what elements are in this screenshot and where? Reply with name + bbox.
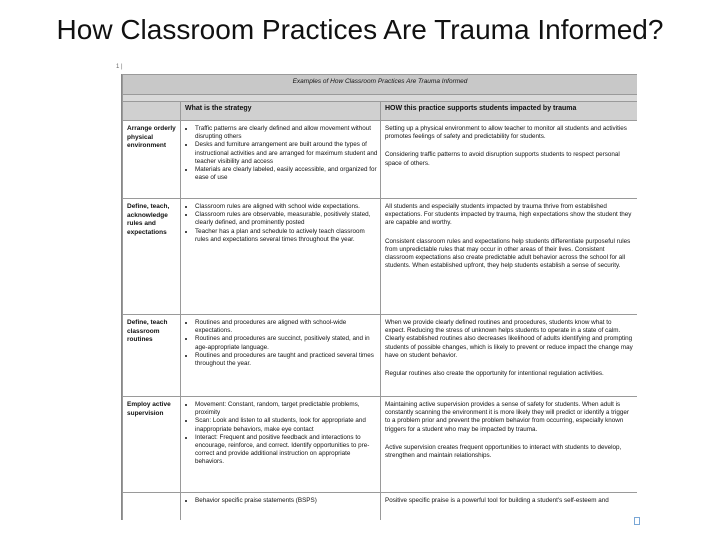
practices-table <box>122 74 637 520</box>
how-paragraph: Active supervision creates frequent opportunities to interact with students to develop, strengthen and maintain relationships. <box>385 443 622 460</box>
table-caption-row <box>123 75 638 95</box>
what-item: • Interact: Frequent and positive feedback and interactions to encourage, reinforce, and correct. Identify opportunities to pre-correct and provide additional instruction on appropriate behaviors. <box>195 434 378 467</box>
strategy-cell <box>123 493 181 521</box>
how-cell <box>381 397 638 493</box>
strategy-cell: Define, teach classroom routines <box>123 315 181 397</box>
how-paragraph: Regular routines also create the opportunity for intentional regulation activities. <box>385 370 604 378</box>
what-item: • Materials are clearly labeled, easily accessible, and organized for ease of use <box>195 166 378 182</box>
strategy-cell: Employ active supervision <box>123 397 181 493</box>
how-paragraph: Consistent classroom rules and expectations help students differentiate purposeful rules from unpredictable rules that may occur in other areas of their lives. Consistent classroom expectations also create predictable adult behavior across the school for all students. When established upfront, they help students establish a sense of security. <box>385 237 631 270</box>
what-cell <box>181 397 381 493</box>
what-item: • Movement: Constant, random, target predictable problems, proximity <box>195 401 378 417</box>
what-item: • Classroom rules are aligned with school wide expectations. <box>195 203 378 211</box>
what-item: • Traffic patterns are clearly defined and allow movement without disrupting others <box>195 125 378 141</box>
how-cell <box>381 199 638 315</box>
slide-title: How Classroom Practices Are Trauma Informed? <box>56 14 664 45</box>
what-cell <box>181 315 381 397</box>
how-paragraph: Positive specific praise is a powerful tool for building a student's self-esteem and <box>385 497 609 504</box>
header-blank <box>123 102 181 121</box>
table-row <box>123 315 638 397</box>
strategy-cell: Define, teach, acknowledge rules and expectations <box>123 199 181 315</box>
how-paragraph: All students and especially students impacted by trauma thrive from established expectations. For students impacted by trauma, high expectations show the student they are capable and worthy. <box>385 203 632 227</box>
table-row <box>123 199 638 315</box>
header-how: HOW this practice supports students impacted by trauma <box>381 102 638 121</box>
what-item: • Routines and procedures are taught and practiced several times throughout the year. <box>195 352 378 368</box>
what-item: • Behavior specific praise statements (BSPS) <box>195 497 378 505</box>
document-image <box>121 74 637 520</box>
how-cell <box>381 493 638 521</box>
page-corner-mark: 1 | <box>116 64 123 70</box>
how-paragraph: Maintaining active supervision provides a sense of safety for students. When adult is constantly scanning the environment it is more likely they will predict or identify a trigger to a problem prior and prevent the problem behavior from occurring, especially known triggers for a student who may be impacted by trauma. <box>385 401 629 433</box>
what-cell <box>181 199 381 315</box>
table-row <box>123 397 638 493</box>
what-item: • Teacher has a plan and schedule to actively teach classroom rules and expectations several times throughout the year. <box>195 228 378 244</box>
how-cell <box>381 315 638 397</box>
what-cell <box>181 121 381 199</box>
what-item: • Classroom rules are observable, measurable, positively stated, clearly defined, and prominently posted <box>195 211 378 227</box>
what-item: • Scan: Look and listen to all students, look for appropriate and inappropriate behaviors, make eye contact <box>195 417 378 433</box>
how-paragraph: When we provide clearly defined routines and procedures, students know what to expect. Reducing the stress of unknown helps students to operate in a state of calm. Clearly established routines also decreases likelihood of adults identifying and prompting students of possible changes, which is likely to prevent or reduce impact the change may have on student behavior. <box>385 319 633 359</box>
what-item: • Routines and procedures are aligned with school-wide expectations. <box>195 319 378 335</box>
table-row <box>123 121 638 199</box>
what-cell <box>181 493 381 521</box>
page-anchor-icon <box>634 517 640 525</box>
header-what: What is the strategy <box>181 102 381 121</box>
how-paragraph: Setting up a physical environment to allow teacher to monitor all students and activities promotes feelings of safety and predictability for students. <box>385 125 627 141</box>
what-item: • Desks and furniture arrangement are built around the types of instructional activities and are arranged for maximum student and teacher visibility and access <box>195 141 378 166</box>
table-header-row <box>123 102 638 121</box>
caption-spacer <box>123 95 638 102</box>
how-paragraph: Considering traffic patterns to avoid disruption supports students to respect personal space of others. <box>385 151 620 167</box>
table-caption: Examples of How Classroom Practices Are Trauma Informed <box>123 75 638 95</box>
strategy-cell: Arrange orderly physical environment <box>123 121 181 199</box>
table-row <box>123 493 638 521</box>
what-item: • Routines and procedures are succinct, positively stated, and in age-appropriate language. <box>195 335 378 351</box>
how-cell <box>381 121 638 199</box>
